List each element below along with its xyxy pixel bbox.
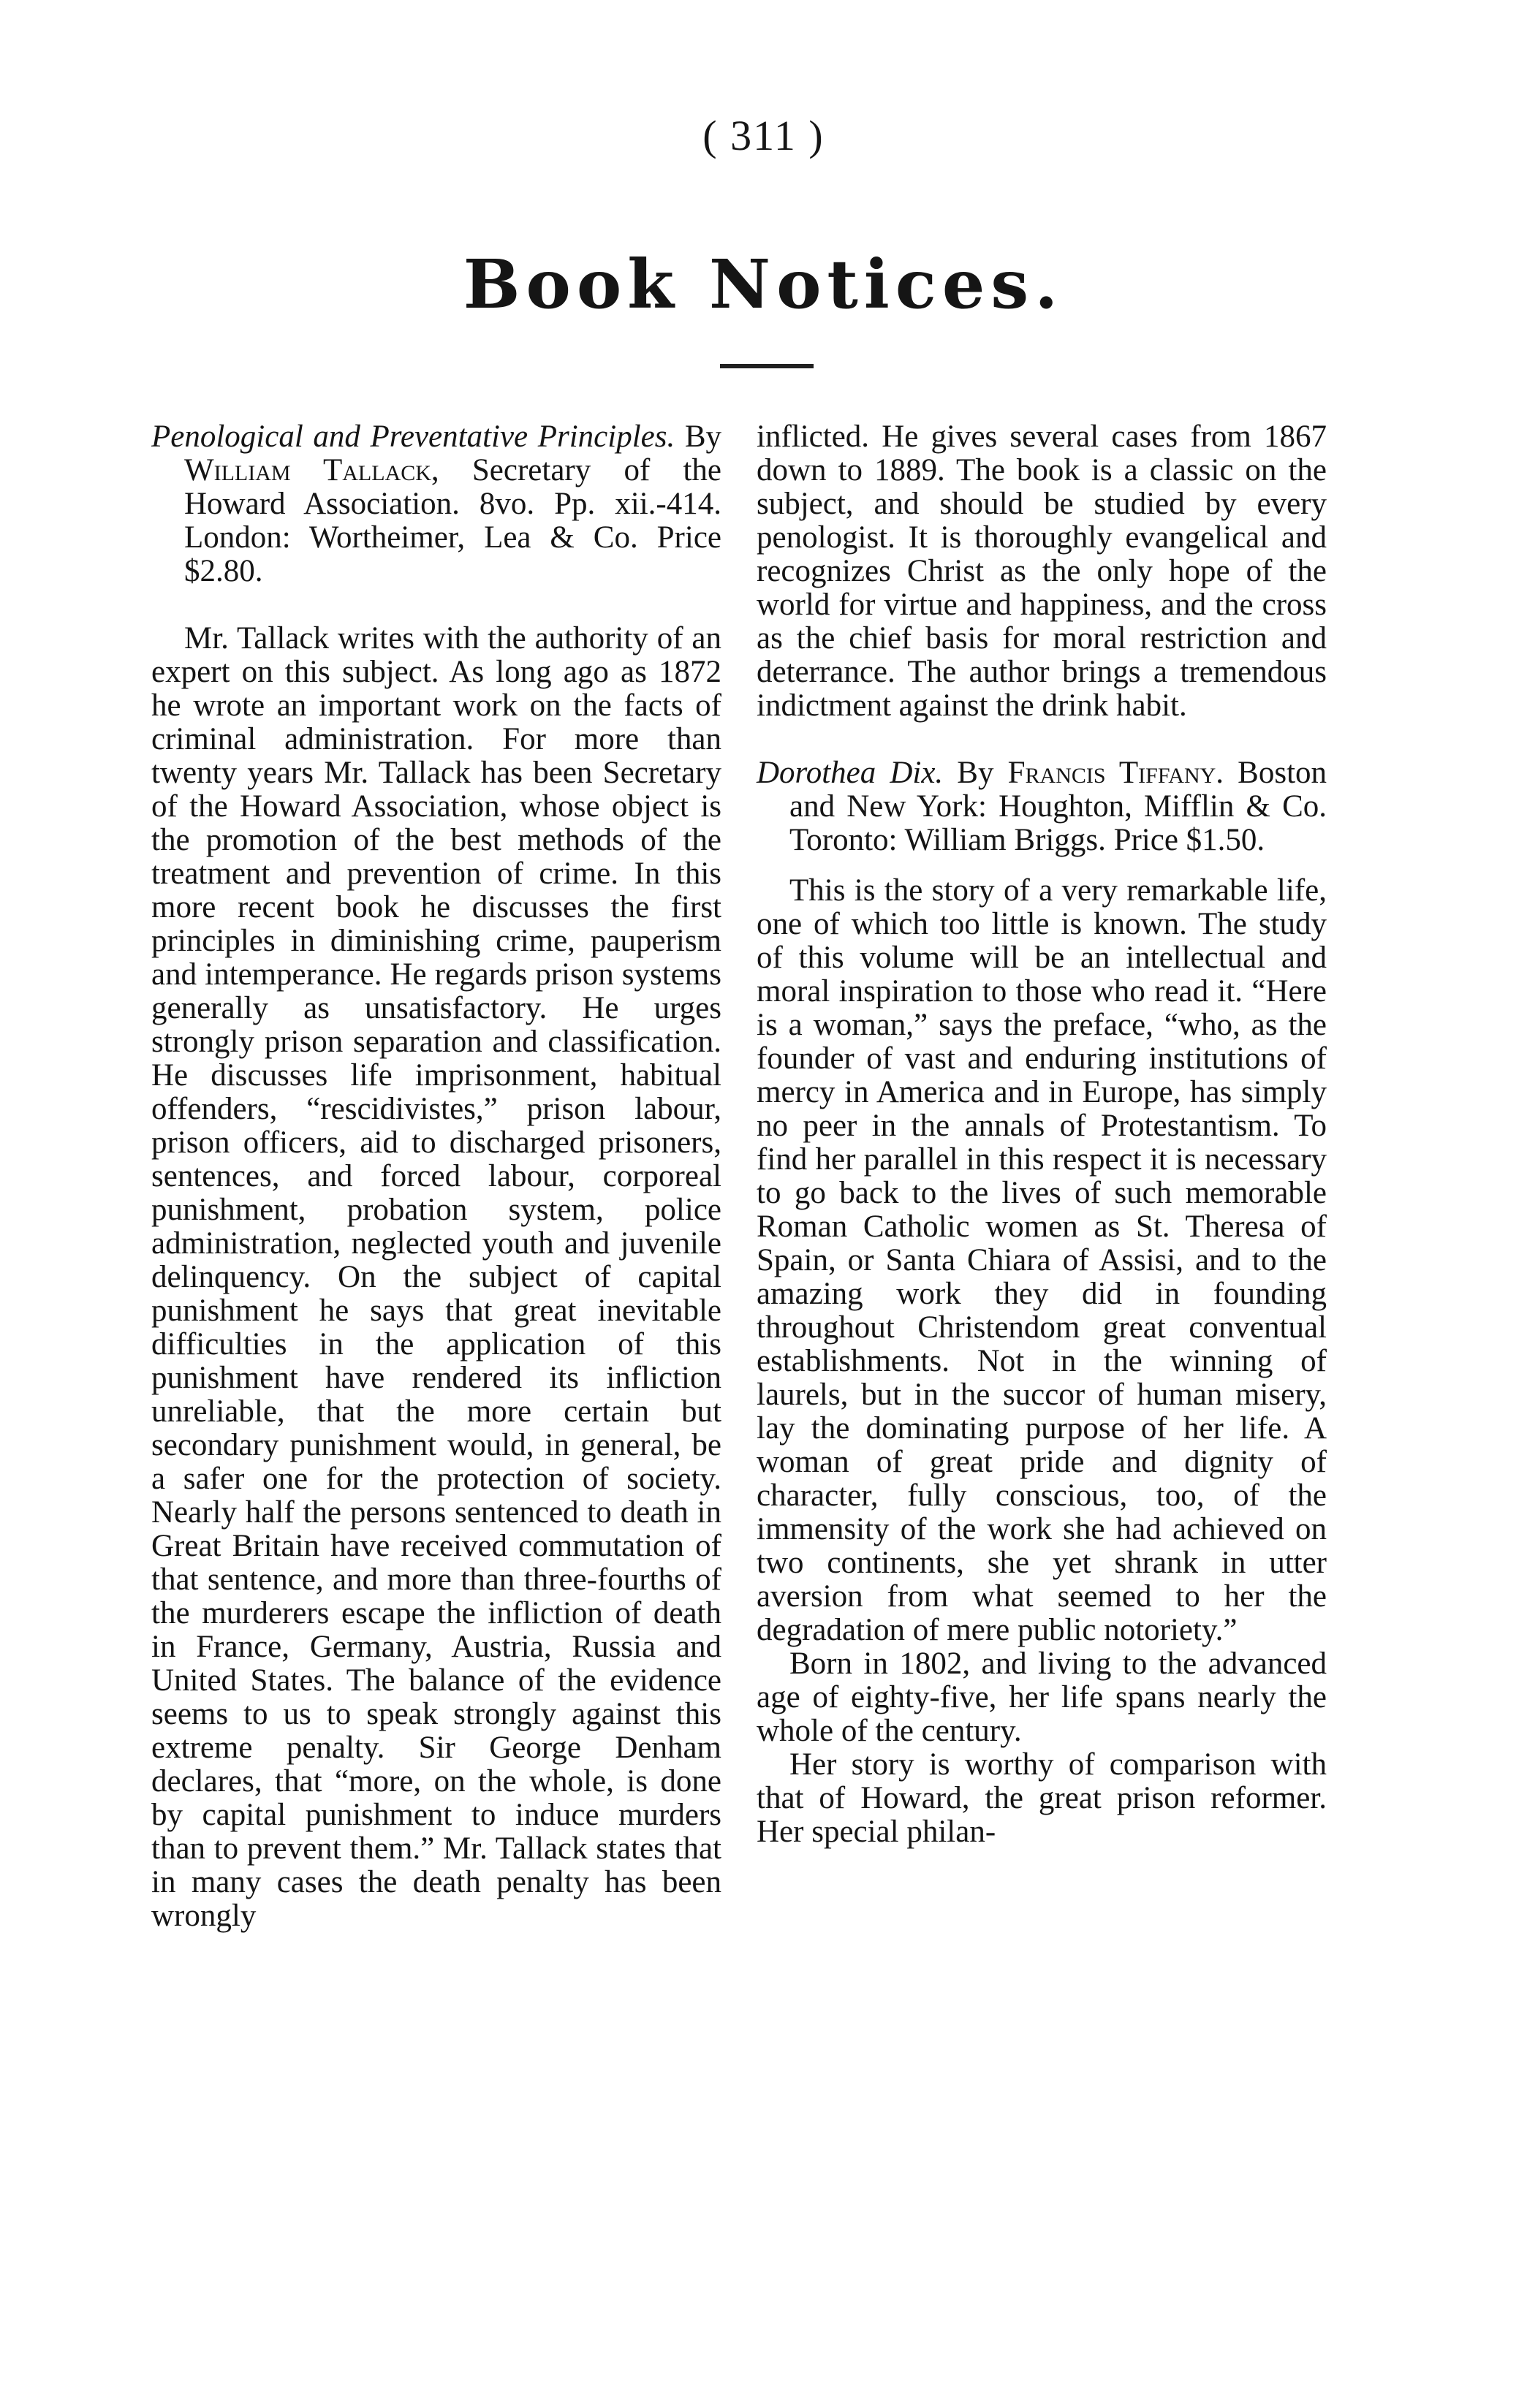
book-notice-heading-dix [757,756,1327,857]
book-notice-heading-tallack [151,420,721,588]
book-details: Secretary of the Howard Association. 8vo. Pp. xii.-414. London: Wortheimer, Lea & Co. Price $2.80. [184,453,722,588]
book-details: Boston and New York: Houghton, Mifflin & Co. Toronto: William Briggs. Price $1.50. [789,756,1327,857]
book-title: Dorothea Dix. [757,756,944,790]
by-label: By [684,419,721,454]
review-paragraph: Her story is worthy of comparison with that of Howard, the great prison reformer. Her special philan- [757,1747,1327,1849]
section-title: Book Notices. [463,245,1064,324]
right-column [757,420,1327,1849]
by-label: By [957,756,994,790]
review-paragraph: This is the story of a very remarkable life, one of which too little is known. The study of this volume will be an intellectual and moral inspiration to those who read it. “Here is a woman,” says the preface, “who, as the founder of vast and enduring institutions of mercy in America and in Europe, has simply no peer in the annals of Protestantism. To find her parallel in this respect it is necessary to go back to the lives of such memorable Roman Catholic women as St. Theresa of Spain, or Santa Chiara of Assisi, and to the amazing work they did in founding throughout Christendom great conventual establishments. Not in the winning of laurels, but in the succor of human misery, lay the dominating purpose of her life. A woman of great pride and dignity of character, fully conscious, too, of the immensity of the work she had achieved on two continents, she yet shrank in utter aversion from what seemed to her the degradation of mere public notoriety.” [757,873,1327,1647]
review-paragraph: Mr. Tallack writes with the authority of an expert on this subject. As long ago as 1872 he wrote an important work on the facts of criminal administration. For more than twenty years Mr. Tallack has been Secretary of the Howard Association, whose object is the promotion of the best methods of the treatment and prevention of crime. In this more recent book he discusses the first principles in diminishing crime, pauperism and intemperance. He regards prison systems generally as unsatisfactory. He urges strongly prison separation and classification. He discusses life imprisonment, habitual offenders, “rescidivistes,” prison labour, prison officers, aid to discharged prisoners, sentences, and forced labour, corporeal punishment, probation system, police administration, neglected youth and juvenile delinquency. On the subject of capital punishment he says that great inevitable difficulties in the application of this punishment have rendered its infliction unreliable, that the more certain but secondary punishment would, in general, be a safer one for the protection of society. Nearly half the persons sentenced to death in Great Britain have received commutation of that sentence, and more than three-fourths of the murderers escape the infliction of death in France, Germany, Austria, Russia and United States. The balance of the evidence seems to us to speak strongly against this extreme penalty. Sir George Denham declares, that “more, on the whole, is done by capital punishment to induce murders than to prevent them.” Mr. Tallack states that in many cases the death penalty has been wrongly [151,621,721,1933]
left-column [151,420,721,1933]
page-number: ( 311 ) [702,112,825,159]
review-continuation: inflicted. He gives several cases from 1867 down to 1889. The book is a classic on the subject, and should be studied by every penologist. It is thoroughly evangelical and recognizes Christ as the only hope of the world for virtue and happiness, and the cross as the chief basis for moral restriction and deterrance. The author brings a tremendous indictment against the drink habit. [757,419,1327,723]
title-rule [720,364,814,368]
book-author: Francis Tiffany. [1007,756,1224,790]
book-title: Penological and Preventative Principles. [151,419,675,454]
review-paragraph: Born in 1802, and living to the advanced age of eighty-five, her life spans nearly the whole of the century. [757,1647,1327,1748]
book-author: William Tallack, [184,453,439,487]
